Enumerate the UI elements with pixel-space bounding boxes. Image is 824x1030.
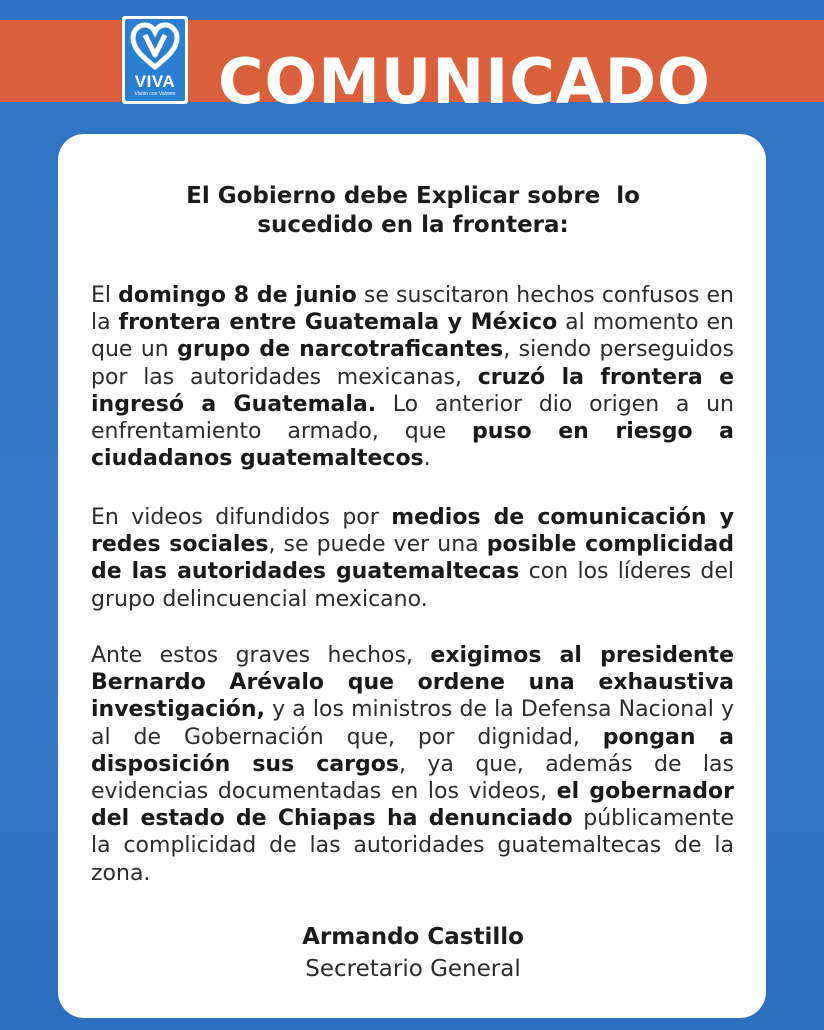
text-run: , siendo perseguidos por las autoridades mexicanas, <box>91 337 734 390</box>
text-run: , ya que, además de las evidencias documentadas en los videos, <box>91 751 734 805</box>
bold-text-run: exigimos al presidente Bernardo Arévalo que ordene una exhaustiva investigación, <box>91 643 734 723</box>
bold-text-run: pongan a disposición sus cargos <box>91 724 734 777</box>
text-run: públicamente la complicidad de las autoridades guatemaltecas de la zona. <box>91 806 734 886</box>
bold-text-run: puso en riesgo a ciudadanos guatemaltecos <box>91 419 735 472</box>
logo-badge <box>125 19 185 101</box>
text-run: En videos difundidos por <box>91 505 392 530</box>
headline-line-1: El Gobierno debe Explicar sobre lo <box>186 183 640 209</box>
paragraph-2 <box>91 504 734 613</box>
bold-text-run: domingo 8 de junio <box>118 283 357 308</box>
signer-name: Armando Castillo <box>302 924 524 950</box>
text-run: Ante estos graves hechos, <box>91 643 431 668</box>
text-run: se suscitaron hechos confusos en la <box>91 283 734 336</box>
bold-text-run: el gobernador del estado de Chiapas ha denunciado <box>91 779 734 832</box>
bold-text-run: medios de comunicación y redes sociales <box>91 505 734 558</box>
bold-text-run: posible complicidad de las autoridades guatemaltecas <box>91 532 734 585</box>
logo-name: VIVA <box>134 72 176 91</box>
banner-title: COMUNICADO <box>218 45 711 118</box>
paragraph-1 <box>91 282 734 472</box>
bold-text-run: cruzó la frontera e ingresó a Guatemala. <box>91 364 734 417</box>
text-run: con los líderes del grupo delincuencial mexicano. <box>91 559 735 612</box>
bold-text-run: frontera entre Guatemala y México <box>118 310 558 336</box>
text-run: al momento en que un <box>91 310 734 363</box>
viva-logo <box>122 16 188 104</box>
paragraph-3 <box>91 642 734 887</box>
signer-title: Secretario General <box>305 956 521 982</box>
headline-line-2: sucedido en la frontera: <box>257 212 569 238</box>
bold-text-run: grupo de narcotraficantes <box>177 337 504 363</box>
statement-headline <box>100 182 726 240</box>
text-run: y a los ministros de la Defensa Nacional y al de Gobernación que, por dignidad, <box>91 697 734 750</box>
text-run: Lo anterior dio origen a un enfrentamiento armado, que <box>91 391 734 445</box>
text-run: . <box>423 446 431 472</box>
heart-v-icon <box>125 19 185 75</box>
text-run: , se puede ver una <box>268 532 487 558</box>
logo-tagline: Visión con Valores <box>134 91 176 97</box>
text-run: El <box>91 283 119 308</box>
